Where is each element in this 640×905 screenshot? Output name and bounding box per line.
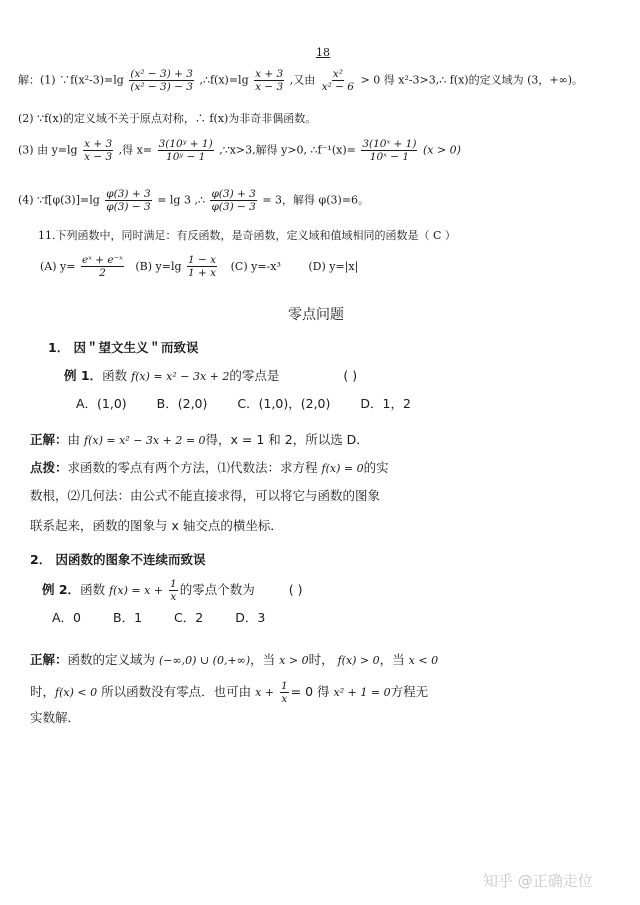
option-b: B．(2,0): [156, 396, 208, 411]
section-title: 零点问题: [288, 307, 344, 323]
fraction: $\frac{\varphi(3) + 3}{\varphi(3) - 3}$: [211, 188, 256, 213]
fraction: $\frac{x + 3}{x - 3}$: [84, 138, 113, 163]
text: (4) ∵f[φ(3)]=lg: [18, 193, 100, 207]
option-b: B．1: [113, 610, 143, 625]
text: = lg 3 ,∴: [157, 193, 205, 207]
watermark: 知乎 @正确走位: [483, 872, 593, 890]
option-c: (C) y=-x³: [230, 259, 281, 273]
answer-2-line-3: 实数解．: [30, 710, 81, 725]
example-1-options: [76, 398, 411, 411]
option-d: D．1，2: [360, 396, 411, 411]
text: = 3，解得 φ(3)=6。: [262, 193, 370, 207]
text: ,又由: [289, 73, 316, 87]
part-2-heading: 2． 因函数的图象不连续而致误: [30, 552, 206, 567]
solution-line-1: [18, 68, 583, 93]
solution-line-3: [18, 138, 461, 163]
text: ,∴f(x)=lg: [199, 73, 249, 87]
fraction: $\frac{\text{3(10ˣ + 1)}}{\text{10ˣ − 1}}$: [362, 138, 417, 163]
example-2: 例 2．函数 f(x) = x + $\frac{1}{x}$ 的零点个数为 ( ): [42, 578, 303, 603]
fraction: $\frac{\text{(x² − 3) + 3}}{\text{(x² − 3) − 3}}$: [130, 68, 193, 93]
example-1: 例 1．函数 f(x) = x² − 3x + 2的零点是 ( ): [64, 368, 358, 383]
page-number: 18: [316, 46, 330, 59]
option-c: C．2: [174, 610, 204, 625]
solution-line-4: [18, 188, 369, 213]
text: 解：(1) ∵f(x²-3)=lg: [18, 73, 124, 87]
text: (3) 由 y=lg: [18, 143, 78, 157]
option-c: C．(1,0)，(2,0): [237, 396, 331, 411]
option-d: D．3: [235, 610, 266, 625]
option-a: A．0: [52, 610, 82, 625]
fraction: $\frac{\varphi(3) + 3}{\varphi(3) - 3}$: [106, 188, 151, 213]
text: > 0 得 x²-3>3,∴ f(x)的定义域为 (3，+∞)。: [360, 73, 584, 87]
option-d: (D) y=|x|: [308, 259, 359, 273]
answer-1: 正解：由 f(x) = x² − 3x + 2 = 0得，x = 1 和 2，所以选 D．: [30, 432, 369, 447]
text: ,∵x>3,解得 y>0, ∴f⁻¹(x)=: [219, 143, 356, 157]
fraction: $\frac{x + 3}{x - 3}$: [255, 68, 284, 93]
question-11-options: [40, 254, 358, 279]
tip-line-2: 数根，⑵几何法：由公式不能直接求得，可以将它与函数的图象: [30, 488, 381, 503]
answer-2-line-1: 正解：函数的定义域为 (−∞,0) ∪ (0,+∞)，当 x > 0时， f(x) > 0，当 x < 0: [30, 652, 439, 667]
option-a: (A) y= $\frac{\text{eˣ + e⁻ˣ}}{2}$: [40, 254, 123, 279]
example-2-options: [52, 612, 265, 625]
option-b: (B) y=lg $\frac{1 - x}{1 + x}$: [135, 254, 217, 279]
solution-line-2: (2) ∵f(x)的定义域不关于原点对称，∴ f(x)为非奇非偶函数。: [18, 112, 317, 125]
question-11-stem: 11.下列函数中，同时满足：有反函数，是奇函数，定义域和值域相同的函数是（ C ）: [38, 229, 456, 242]
tip-line-3: 联系起来，函数的图象与 x 轴交点的横坐标．: [30, 518, 283, 533]
answer-2-line-2: 时，f(x) < 0 所以函数没有零点．也可由 x + $\frac{1}{x}$ = 0 得 x² + 1 = 0方程无: [30, 680, 429, 705]
text: ,得 x=: [118, 143, 153, 157]
tip-line-1: 点拨：求函数的零点有两个方法，⑴代数法：求方程 f(x) = 0的实: [30, 460, 389, 475]
fraction: $\frac{\text{3(10ʸ + 1)}}{\text{10ʸ − 1}}$: [158, 138, 213, 163]
fraction: $\frac{\text{x²}}{\text{x² − 6}}$: [321, 68, 354, 93]
part-1-heading: 1． 因＂望文生义＂而致误: [48, 340, 199, 355]
text: (x > 0): [422, 143, 461, 157]
option-a: A．(1,0): [76, 396, 127, 411]
